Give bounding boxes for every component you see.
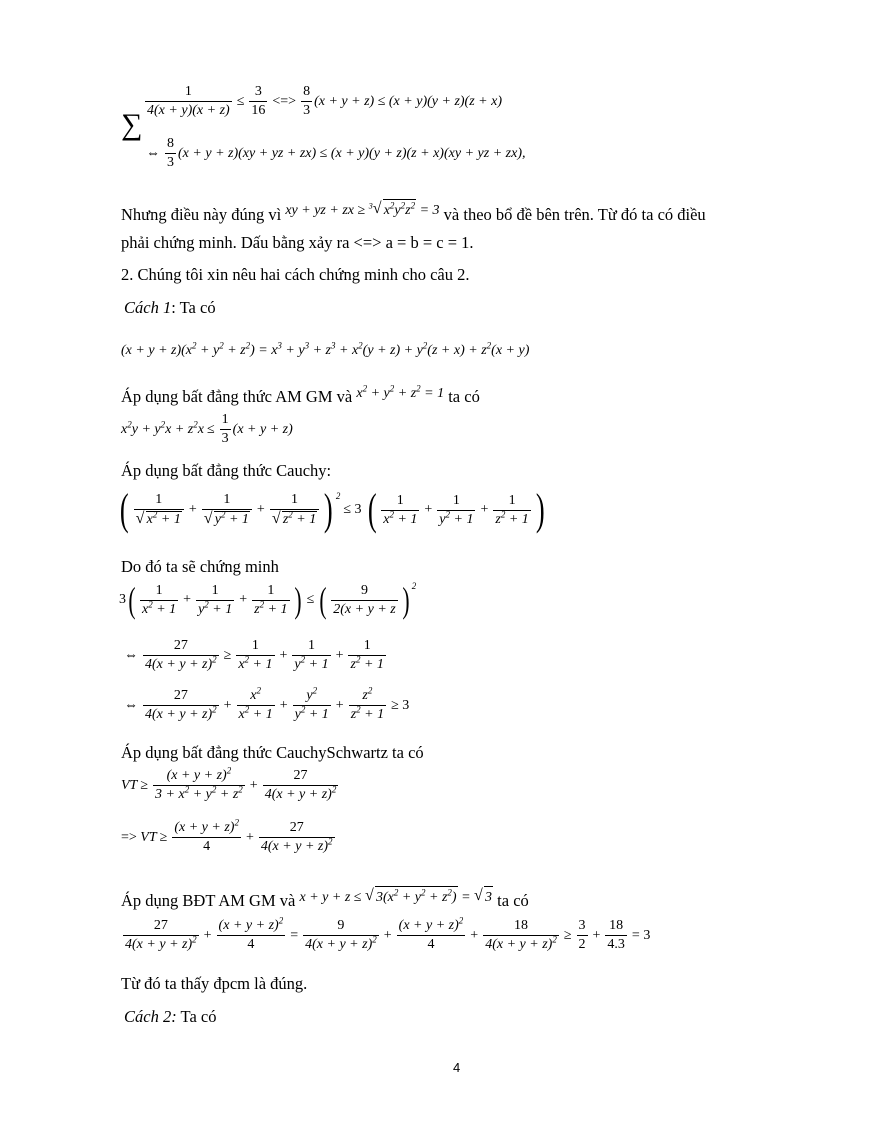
bdt-line xyxy=(121,887,529,914)
equation-am-gm-result: $x^2y + y^2x + z^2x$ ≤ $\frac{1}{3}$ (x + y + z) xyxy=(121,412,293,446)
paragraph-2: 2. Chúng tôi xin nêu hai cách chứng minh cho câu 2. xyxy=(121,265,470,284)
equation-equiv-2: ⇔ $\frac{27}{4(x + y + z)^2}$ + $\frac{x^2}{x^2 + 1}$ + $\frac{y^2}{y^2 + 1}$ + $\frac{z^2}{z^2 + 1}$ ≥ 3 xyxy=(124,685,410,722)
cach-1-after: : Ta có xyxy=(171,298,216,317)
am-gm-intro: Áp dụng bất đẳng thức AM GM và xyxy=(121,387,353,406)
am-gm-line xyxy=(121,383,480,410)
bdt-intro: Áp dụng BĐT AM GM và xyxy=(121,891,296,910)
cach-1-heading xyxy=(124,297,216,319)
cach-1-label: Cách 1 xyxy=(124,298,172,317)
equation-equiv-1: ⇔ $\frac{27}{4(x + y + z)^2}$ ≥ $\frac{1}{x^2 + 1}$ + $\frac{1}{y^2 + 1}$ + $\frac{1}{z^2 + 1}$ xyxy=(124,638,384,672)
cauchy-intro: Áp dụng bất đẳng thức Cauchy: xyxy=(121,461,332,480)
paragraph-1 xyxy=(121,200,706,228)
cs-intro: Áp dụng bất đẳng thức CauchySchwartz ta có xyxy=(121,743,424,762)
inline-math-sum-bound: x + y + z ≤ √ 3(x2 + y2 + z2) = √ 3 xyxy=(299,890,493,905)
cach-2-heading xyxy=(124,1006,216,1028)
cach-2-after: Ta có xyxy=(180,1007,217,1026)
inline-math-xy-yz-zx: xy + yz + zx ≥ 3√ x2y2z2 = 3 xyxy=(285,203,439,218)
do-do-line: Do đó ta sẽ chứng minh xyxy=(121,557,279,576)
paragraph-1-text: Nhưng điều này đúng vì xyxy=(121,205,282,224)
equation-final: $\frac{27}{4(x + y + z)^2}$ + $\frac{(x + y + z)^2}{4}$ = $\frac{9}{4(x + y + z)^2}$ + $\frac{(x + y + z)^2}{4}$ + $\frac{18}{4(x + y + z)^2}$ ≥ $\frac{3}{2}$ + $\frac{18}{4.3}$ = 3 xyxy=(125,915,651,952)
conclusion-line: Từ đó ta thấy đpcm là đúng. xyxy=(121,974,308,993)
sum-symbol: ∑ xyxy=(121,108,143,141)
bdt-tail: ta có xyxy=(497,891,529,910)
cach-2-label: Cách 2: xyxy=(124,1007,177,1026)
equation-sum-line2: ⇔ $\frac{8}{3}$ (x + y + z)(xy + yz + zx) ≤ (x + y)(y + z)(z + x)(xy + yz + zx), xyxy=(146,136,526,170)
am-gm-tail: ta có xyxy=(448,387,480,406)
equation-goal: 3 ( $\frac{1}{x^2 + 1}$ + $\frac{1}{y^2 + 1}$ + $\frac{1}{z^2 + 1}$ ) ≤ ( $\frac{9}{2(x + y + z}$ ) $^2$ xyxy=(119,580,417,620)
page-number: 4 xyxy=(453,1060,461,1075)
paragraph-1-line2: phải chứng minh. Dấu bằng xảy ra <=> a = b = c = 1. xyxy=(121,233,474,252)
equation-sum-line1: $\frac{1}{4(x + y)(x + z)}$ ≤ $\frac{3}{16}$ <=> $\frac{8}{3}$ (x + y + z) ≤ (x + y)(y + z)(z + x) xyxy=(147,84,503,118)
inline-math-sum-squares: x2 + y2 + z2 = 1 xyxy=(356,383,445,401)
equation-vt-2: => VT ≥ $\frac{(x + y + z)^2}{4}$ + $\frac{27}{4(x + y + z)^2}$ xyxy=(121,817,333,854)
equation-vt-1: VT ≥ $\frac{(x + y + z)^2}{3 + x^2 + y^2 + z^2}$ + $\frac{27}{4(x + y + z)^2}$ xyxy=(121,765,337,802)
paragraph-1-tail: và theo bổ đề bên trên. Từ đó ta có điều xyxy=(443,205,706,224)
equation-cauchy: ( 1 √ $x^2 + 1$ + 1 √ $y^2 + 1$ + 1 √ $z^2 + 1$ ) $^2$ ≤ 3 ( $\frac{1}{x^2 + 1}$ + $\frac{1}{y^2 + 1}$ + $\frac{1}{z^2 + 1}$ ) xyxy=(117,488,547,532)
equation-expansion: $(x + y + z)(x^2 + y^2 + z^2) = x^3 + y^3 + z^3 + x^2(y + z) + y^2(z + x) + z^2(x + y)$ xyxy=(121,340,530,358)
